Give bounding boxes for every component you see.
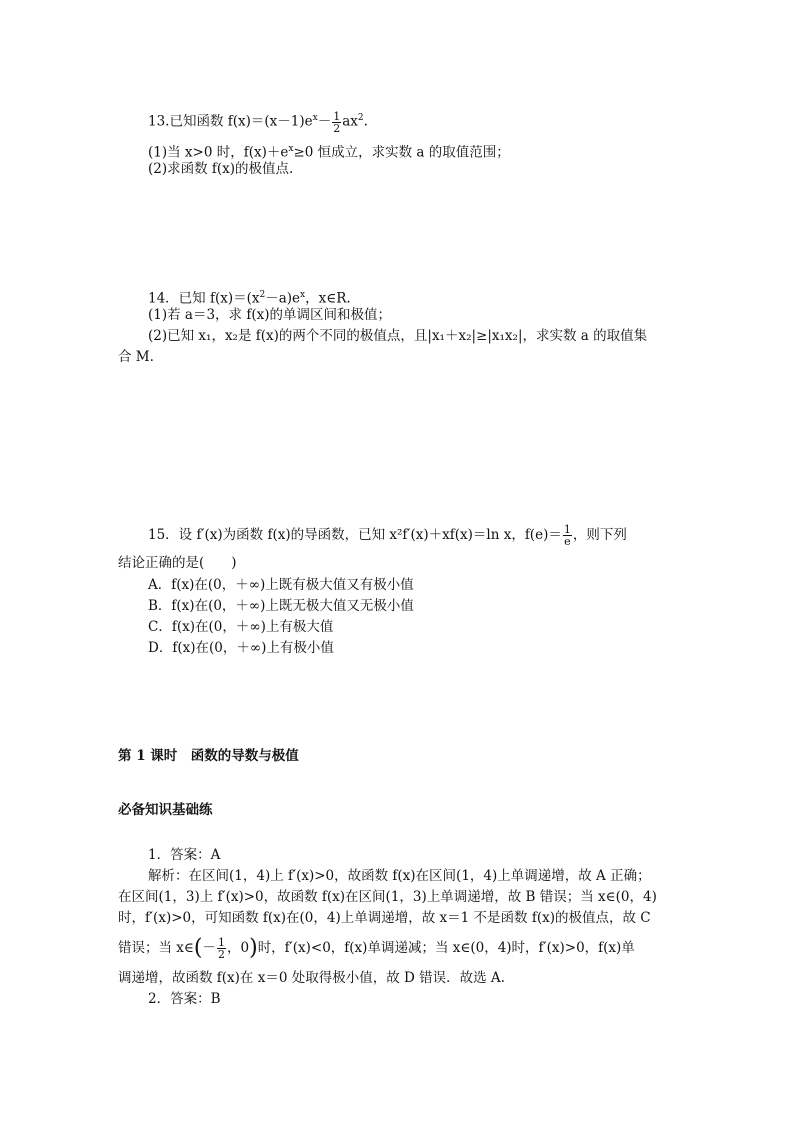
q13-frac-den: 2 (333, 121, 341, 135)
interval-open-paren: ( (193, 935, 203, 961)
q13-part2: (2)求函数 f(x)的极值点. (148, 161, 294, 177)
q15-option-b: B．f(x)在(0，＋∞)上既无极大值又无极小值 (148, 598, 414, 614)
answer-2: 2．答案：B (148, 991, 221, 1007)
q15-option-c: C．f(x)在(0，＋∞)上有极大值 (148, 619, 334, 635)
answer-1-line-4 (118, 937, 635, 960)
answer-1-line-2: 在区间(1，3)上 f′(x)>0，故函数 f(x)在区间(1，3)上单调递增，故 B 错误；当 x∈(0，4) (118, 889, 657, 905)
q13-part1-sup: x (288, 144, 294, 154)
q14-stem-end: ，x∈R. (305, 290, 351, 307)
q14-stem-text: 14．已知 f(x)＝(x (148, 290, 260, 307)
q13-stem-minus: － (317, 113, 332, 130)
q13-part1-rest: ≥0 恒成立，求实数 a 的取值范围； (293, 144, 510, 161)
q13-stem-sup2: 2 (357, 113, 364, 123)
q14-stem-mid: －a)e (265, 290, 301, 307)
q14-stem-sup2: x (300, 290, 306, 300)
answer-1-line-1: 解析：在区间(1，4)上 f′(x)>0，故函数 f(x)在区间(1，4)上单调递增，故 A 正确； (148, 868, 651, 884)
q15-frac-den: e (564, 535, 571, 548)
q13-stem-ax: ax (342, 113, 358, 130)
interval-zero: ，0 (227, 940, 250, 956)
interval-fraction (217, 937, 226, 960)
interval-minus: － (202, 940, 216, 956)
lesson-title: 第 1 课时 函数的导数与极值 (118, 748, 299, 764)
answer-1-line-3: 时，f′(x)>0，可知函数 f(x)在(0，4)上单调递增，故 x＝1 不是函数 f(x)的极值点，故 C (118, 910, 651, 926)
q14-part1: (1)若 a＝3，求 f(x)的单调区间和极值； (148, 307, 391, 323)
q15-option-a: A．f(x)在(0，＋∞)上既有极大值又有极小值 (148, 577, 414, 593)
q14-stem-sup: 2 (259, 290, 266, 300)
answer-1-line-4-end: 时，f′(x)<0，f(x)单调递减；当 x∈(0，4)时，f′(x)>0，f(x)单 (257, 940, 635, 956)
answer-1-line-4-start: 错误；当 x∈ (118, 940, 194, 956)
answer-1-line-5: 调递增，故函数 f(x)在 x＝0 处取得极小值，故 D 错误．故选 A. (118, 970, 505, 986)
q15-stem-cont: 结论正确的是( ) (118, 555, 237, 571)
q15-fraction (563, 524, 572, 547)
q14-part2: (2)已知 x₁，x₂是 f(x)的两个不同的极值点，且|x₁＋x₂|≥|x₁x₂|，求实数 a 的取值集 (148, 328, 648, 344)
q13-stem (148, 108, 368, 134)
q13-stem-end: . (363, 113, 368, 130)
q15-frac-num: 1 (563, 523, 571, 536)
interval-frac-num: 1 (218, 936, 225, 949)
q14-part2-cont: 合 M. (118, 349, 154, 365)
answer-1: 1．答案：A (148, 847, 221, 863)
q13-stem-sup: x (312, 113, 318, 123)
q13-fraction (332, 111, 341, 134)
q15-stem-rest: ，则下列 (572, 527, 627, 543)
q15-option-d: D．f(x)在(0，＋∞)上有极小值 (148, 640, 334, 656)
q15-stem-text: 15．设 f′(x)为函数 f(x)的导函数，已知 x²f′(x)＋xf(x)＝ln x，f(e)＝ (148, 527, 562, 543)
interval-close-paren: ) (249, 935, 258, 961)
q13-part1-text: (1)当 x>0 时，f(x)＋e (148, 144, 289, 161)
section-title: 必备知识基础练 (118, 802, 213, 818)
q15-stem (148, 524, 627, 547)
interval-frac-den: 2 (218, 948, 225, 961)
q13-stem-text: 13.已知函数 f(x)＝(x－1)e (148, 113, 313, 130)
q13-frac-num: 1 (333, 109, 341, 123)
